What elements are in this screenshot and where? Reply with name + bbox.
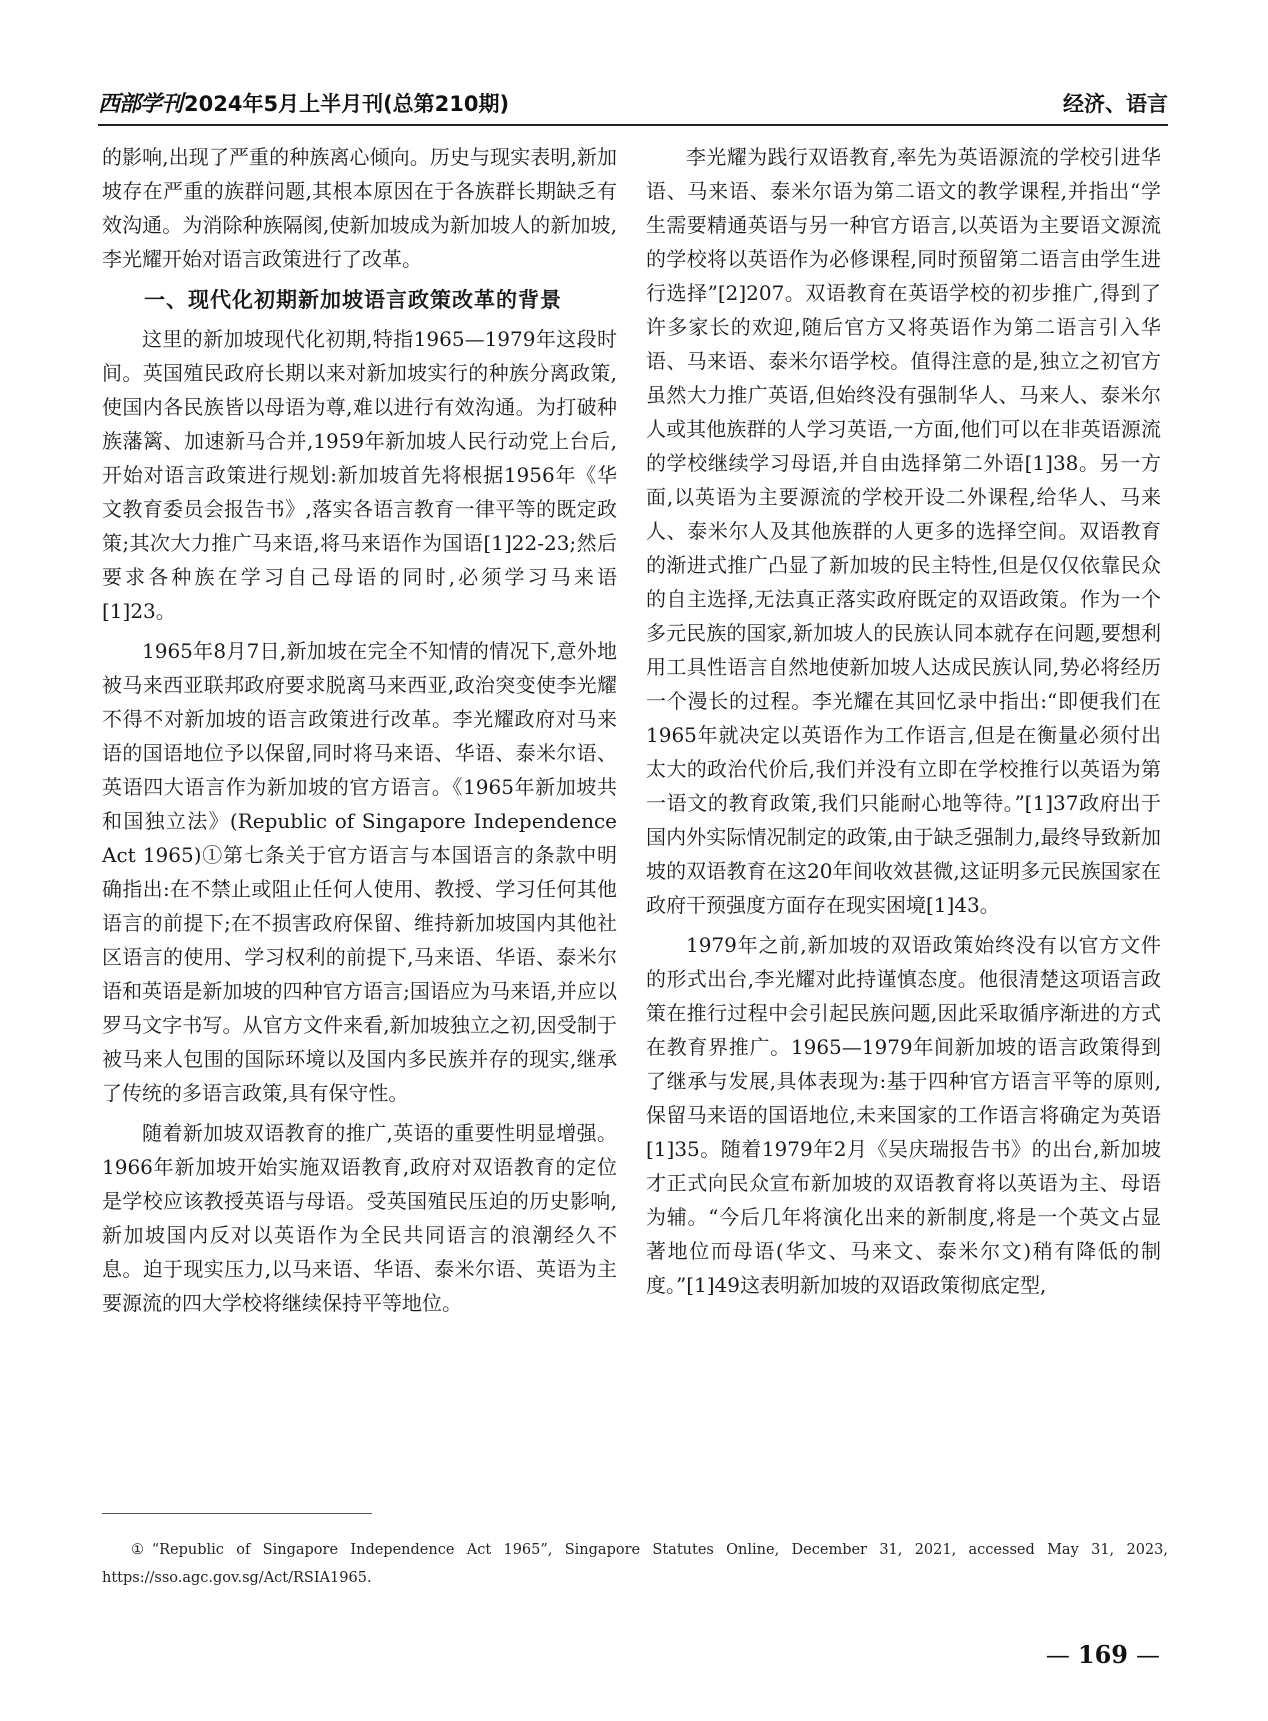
paragraph: 1965年8月7日,新加坡在完全不知情的情况下,意外地被马来西亚联邦政府要求脱离马来西亚,政治突变使李光耀不得不对新加坡的语言政策进行改革。李光耀政府对马来语的国语地位予以保留,同时将马来语、华语、泰米尔语、英语四大语言作为新加坡的官方语言。《1965年新加坡共和国独立法》(Republic of Singapore Independence Act 1965)①第七条关于官方语言与本国语言的条款中明确指出:在不禁止或阻止任何人使用、教授、学习任何其他语言的前提下;在不损害政府保留、维持新加坡国内其他社区语言的使用、学习权利的前提下,马来语、华语、泰米尔语和英语是新加坡的四种官方语言;国语应为马来语,并应以罗马文字书写。从官方文件来看,新加坡独立之初,因受制于被马来人包围的国际环境以及国内多民族并存的现实,继承了传统的多语言政策,具有保守性。	[102, 639, 617, 1105]
paragraph: 的影响,出现了严重的种族离心倾向。历史与现实表明,新加坡存在严重的族群问题,其根本原因在于各族群长期缺乏有效沟通。为消除种族隔阂,使新加坡成为新加坡人的新加坡,李光耀开始对语言政策进行了改革。	[102, 145, 617, 271]
page-dash-left: —	[1045, 1641, 1070, 1669]
footnote: ①“Republic of Singapore Independence Act 1965”, Singapore Statutes Online, December 31, 2021, accessed May 31, 2023, https://sso.agc.gov.sg/Act/RSIA1965.	[102, 1542, 1168, 1586]
page-dash-right: —	[1136, 1641, 1160, 1669]
paragraph: 1979年之前,新加坡的双语政策始终没有以官方文件的形式出台,李光耀对此持谨慎态度。他很清楚这项语言政策在推行过程中会引起民族问题,因此采取循序渐进的方式在教育界推广。1965—1979年间新加坡的语言政策得到了继承与发展,具体表现为:基于四种官方语言平等的原则,保留马来语的国语地位,未来国家的工作语言将确定为英语[1]35。随着1979年2月《吴庆瑞报告书》的出台,新加坡才正式向民众宣布新加坡的双语教育将以英语为主、母语为辅。“今后几年将演化出来的新制度,将是一个英文占显著地位而母语(华文、马来文、泰米尔文)稍有降低的制度。”[1]49这表明新加坡的双语政策彻底定型,	[646, 933, 1161, 1297]
paragraph: 随着新加坡双语教育的推广,英语的重要性明显增强。1966年新加坡开始实施双语教育,政府对双语教育的定位是学校应该教授英语与母语。受英国殖民压迫的历史影响,新加坡国内反对以英语作为全民共同语言的浪潮经久不息。迫于现实压力,以马来语、华语、泰米尔语、英语为主要源流的四大学校将继续保持平等地位。	[102, 1121, 617, 1315]
issue-info: 2024年5月上半月刊(总第210期)	[184, 92, 510, 116]
page-number-block	[1038, 1640, 1168, 1669]
paragraph: 李光耀为践行双语教育,率先为英语源流的学校引进华语、马来语、泰米尔语为第二语文的教学课程,并指出“学生需要精通英语与另一种官方语言,以英语为主要语文源流的学校将以英语作为必修课程,同时预留第二语言由学生进行选择”[2]207。双语教育在英语学校的初步推广,得到了许多家长的欢迎,随后官方又将英语作为第二语言引入华语、马来语、泰米尔语学校。值得注意的是,独立之初官方虽然大力推广英语,但始终没有强制华人、马来人、泰米尔人或其他族群的人学习英语,一方面,他们可以在非英语源流的学校继续学习母语,并自由选择第二外语[1]38。另一方面,以英语为主要源流的学校开设二外课程,给华人、马来人、泰米尔人及其他族群的人更多的选择空间。双语教育的渐进式推广凸显了新加坡的民主特性,但是仅仅依靠民众的自主选择,无法真正落实政府既定的双语政策。作为一个多元民族的国家,新加坡人的民族认同本就存在问题,要想利用工具性语言自然地使新加坡人达成民族认同,势必将经历一个漫长的过程。李光耀在其回忆录中指出:“即便我们在1965年就决定以英语作为工作语言,但是在衡量必须付出太大的政治代价后,我们并没有立即在学校推行以英语为第一语文的教育政策,我们只能耐心地等待。”[1]37政府出于国内外实际情况制定的政策,由于缺乏强制力,最终导致新加坡的双语教育在这20年间收效甚微,这证明多元民族国家在政府干预强度方面存在现实困境[1]43。	[646, 145, 1161, 917]
journal-logo: 西部学刊	[98, 91, 183, 117]
section-heading: 一、现代化初期新加坡语言政策改革的背景	[144, 288, 562, 312]
left-column	[102, 140, 617, 1320]
right-column	[646, 140, 1161, 1302]
page-number: 169	[1077, 1640, 1128, 1669]
section-label: 经济、语言	[1063, 92, 1168, 116]
journal-masthead	[98, 87, 509, 118]
running-header	[98, 84, 1168, 126]
paragraph: 这里的新加坡现代化初期,特指1965—1979年这段时间。英国殖民政府长期以来对新加坡实行的种族分离政策,使国内各民族皆以母语为尊,难以进行有效沟通。为打破种族藩篱、加速新马合并,1959年新加坡人民行动党上台后,开始对语言政策进行规划:新加坡首先将根据1956年《华文教育委员会报告书》,落实各语言教育一律平等的既定政策;其次大力推广马来语,将马来语作为国语[1]22-23;然后要求各种族在学习自己母语的同时,必须学习马来语[1]23。	[102, 327, 617, 623]
footnote-divider	[102, 1513, 372, 1514]
